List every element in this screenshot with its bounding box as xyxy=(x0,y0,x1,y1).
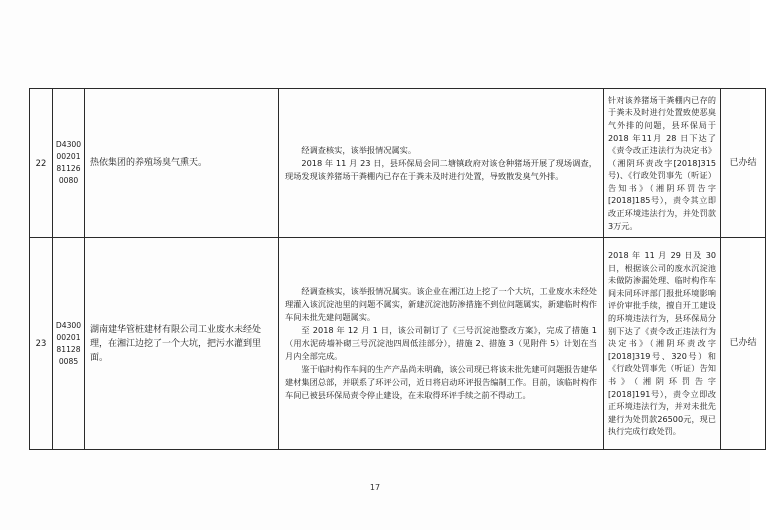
row-number: 22 xyxy=(30,89,53,238)
status-cell: 已办结 xyxy=(721,89,766,238)
finding-paragraph: 鉴于临时构作车间的生产产品尚未明确，该公司现已将该未批先建可问题报告建华建材集团总部，并联系了环评公司，近日将启动环评报告编制工作。目前，该临时构作车间已被县环保局责令停止建设，在未取得环评手续之前不得动工。 xyxy=(285,364,597,400)
case-code: D430000201811260080 xyxy=(53,89,85,238)
investigation-finding xyxy=(279,89,604,238)
case-code: D430000201811280085 xyxy=(53,238,85,450)
table-row xyxy=(30,238,766,450)
complaint-content: 湖南建华管桩建材有限公司工业废水未经处理，在湘江边挖了一个大坑，把污水灌到里面。 xyxy=(85,238,279,450)
status-cell: 已办结 xyxy=(721,238,766,450)
finding-paragraph: 经调查核实，该举报情况属实。该企业在湘江边上挖了一个大坑，工业废水未经处理灌入该沉淀池里的问题不属实，新建沉淀池防渗措施不到位问题属实，新建临时构作车间未批先建问题属实。 xyxy=(285,286,597,322)
handling-action xyxy=(604,89,721,238)
finding-paragraph: 经调查核实，该举报情况属实。 xyxy=(301,144,417,155)
action-paragraph: 2018 年 11 月 29 日及 30 日，根据该公司的废水沉淀池未做防渗漏处理、临时构作车间未同环评部门报批环境影响评价审批手续，擅自开工建设的环境违法行为，县环保局分别下达了《责令改正违法行为决定书》（湘阴环责改字[2018]319号、320号）和《行政处罚事先（听证）告知书》（湘阴环罚告字[2018]191号），责令立即改正环境违法行为，并对未批先建行为处罚款26500元，现已执行完成行政处罚。 xyxy=(608,250,716,437)
handling-action xyxy=(604,238,721,450)
page-number: 17 xyxy=(369,483,381,492)
finding-paragraph: 至 2018 年 12 月 1 日，该公司制订了《三号沉淀池整改方案》，完成了措施 1（用水泥砖墙补砌三号沉淀池四周低洼部分），措施 2、措施 3（见附件 5）计划在当月内全部完成。 xyxy=(285,325,597,361)
table-row xyxy=(30,89,766,238)
complaint-content: 热依集团的养殖场臭气熏天。 xyxy=(85,89,279,238)
finding-paragraph: 2018 年 11 月 23 日，县环保局会同二塘镇政府对该仓种猪场开展了现场调查，现场发现该养猪场干粪棚内已存在于粪未及时进行处置，导致散发臭气外排。 xyxy=(285,157,597,181)
investigation-finding xyxy=(279,238,604,450)
complaint-table xyxy=(29,88,766,450)
row-number: 23 xyxy=(30,238,53,450)
action-paragraph: 针对该养猪场干粪棚内已存的于粪未及时进行处置致使恶臭气外排的问题，县环保局于 2018 年11月 28 日下达了《责令改正违法行为决定书》（湘阴环责改字[2018]315号)、《行政处罚事先（听证）告知书》（湘阴环罚告字[2018]185号），责令其立即改正环境违法行为，并处罚款3万元。 xyxy=(608,94,716,231)
